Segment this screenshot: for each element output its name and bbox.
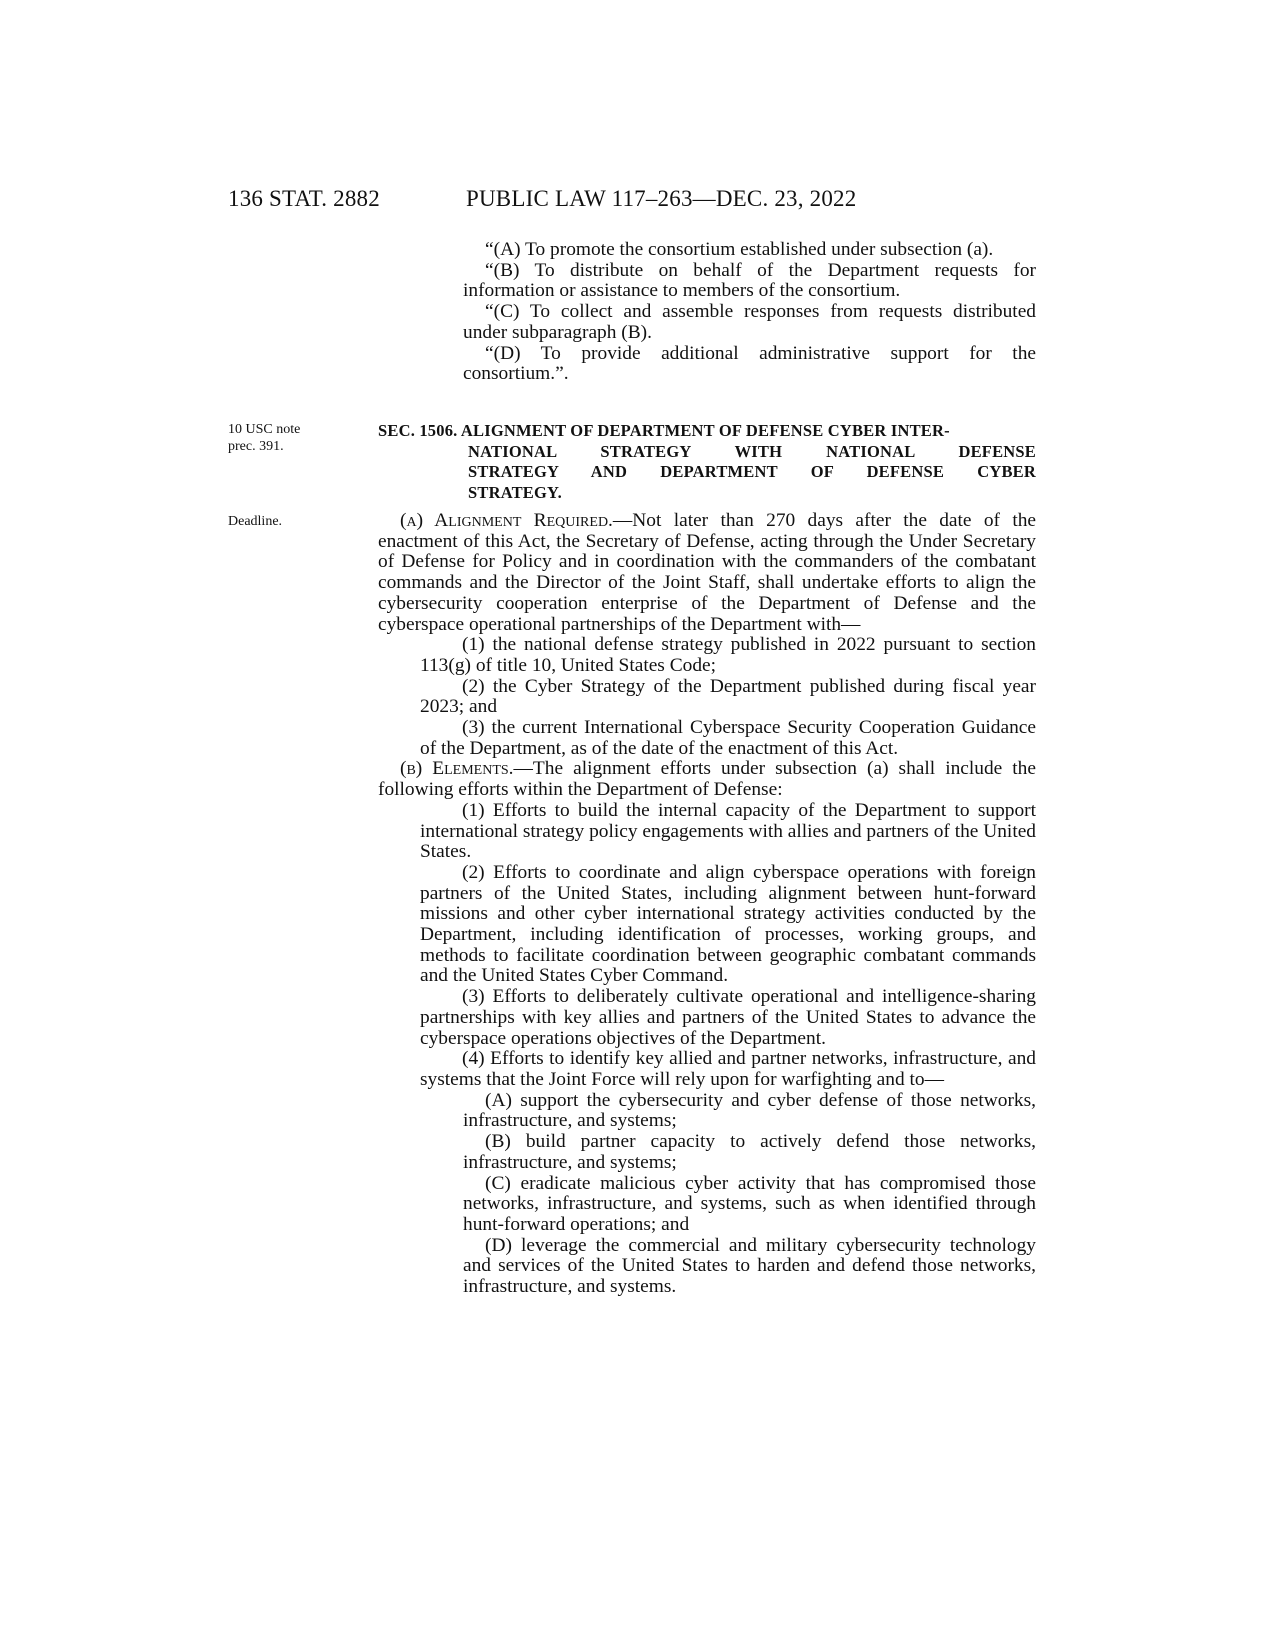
page-header-title: PUBLIC LAW 117–263—DEC. 23, 2022 xyxy=(466,186,857,211)
paragraph-b: “(B) To distribute on behalf of the Department requests for information or assistance to members of the consortium. xyxy=(463,259,1036,302)
subsection-b-text: —The alignment efforts under subsection (a) shall include the following efforts within the Department of Defense: xyxy=(378,758,1036,801)
margin-note-deadline: Deadline. xyxy=(228,514,283,529)
subsection-b-subitem-a: (A) support the cybersecurity and cyber defense of those networks, infrastructure, and systems; xyxy=(463,1089,1036,1132)
subsection-b-item-4: (4) Efforts to identify key allied and partner networks, infrastructure, and systems that the Joint Force will rely upon for warfighting and to— xyxy=(420,1048,1036,1090)
paragraph-a: “(A) To promote the consortium established under subsection (a). xyxy=(485,239,994,260)
section-heading-line-3: STRATEGY AND DEPARTMENT OF DEFENSE CYBER xyxy=(468,462,1036,482)
subsection-a-item-1: (1) the national defense strategy published in 2022 pursuant to section 113(g) of title 10, United States Code; xyxy=(420,634,1036,676)
subsection-a-heading: (a) Alignment Required. xyxy=(400,510,613,531)
section-heading-line-4: STRATEGY. xyxy=(468,483,562,503)
page-reference: 136 STAT. 2882 xyxy=(228,186,380,211)
section-body xyxy=(378,511,1036,1298)
paragraph-c: “(C) To collect and assemble responses from requests distributed under subparagraph (B). xyxy=(463,301,1036,343)
subsection-b xyxy=(378,759,1036,800)
section-heading-continuation xyxy=(378,442,1036,504)
subsection-b-item-2: (2) Efforts to coordinate and align cyberspace operations with foreign partners of the United States, including alignment between hunt-forward missions and other cyber international strategy activities conducted by the Department, including identification of processes, working groups, and methods to facilitate coordination between geographic combatant commands and the United States Cyber Command. xyxy=(420,861,1036,987)
subsection-a-text: —Not later than 270 days after the date of the enactment of this Act, the Secretary of Defense, acting through the Under Secretary of Defense for Policy and in coordination with the commanders of the combatant commands and the Director of the Joint Staff, shall undertake efforts to align the cybersecurity cooperation enterprise of the Department of Defense and the cyberspace operational partnerships of the Department with— xyxy=(378,510,1037,635)
subsection-a-item-3: (3) the current International Cyberspace Security Cooperation Guidance of the Department, as of the date of the enactment of this Act. xyxy=(420,717,1036,759)
section-heading xyxy=(378,421,1036,504)
subsection-a-item-2: (2) the Cyber Strategy of the Department published during fiscal year 2023; and xyxy=(420,675,1036,718)
paragraph-d: “(D) To provide additional administrative support for the consortium.”. xyxy=(463,342,1036,385)
subsection-b-heading: (b) Elements. xyxy=(400,758,514,780)
section-heading-line-2: NATIONAL STRATEGY WITH NATIONAL DEFENSE xyxy=(468,441,1036,461)
subsection-b-item-1: (1) Efforts to build the internal capacity of the Department to support international strategy policy engagements with allies and partners of the United States. xyxy=(420,799,1037,863)
subsection-b-subitem-c: (C) eradicate malicious cyber activity that has compromised those networks, infrastructure, and systems, such as when identified through hunt-forward operations; and xyxy=(463,1172,1036,1235)
subsection-b-item-3: (3) Efforts to deliberately cultivate operational and intelligence-sharing partnerships with key allies and partners of the United States to advance the cyberspace operations objectives of the Department. xyxy=(420,986,1036,1049)
subsection-a xyxy=(378,511,1036,635)
section-heading-line-1: SEC. 1506. ALIGNMENT OF DEPARTMENT OF DEFENSE CYBER INTER- xyxy=(378,421,950,440)
subsection-b-subitem-b: (B) build partner capacity to actively defend those networks, infrastructure, and systems; xyxy=(463,1131,1036,1173)
top-paragraphs xyxy=(378,240,1036,385)
margin-note-usc: 10 USC note prec. 391. xyxy=(228,422,301,454)
subsection-b-subitem-d: (D) leverage the commercial and military cybersecurity technology and services of the United States to harden and defend those networks, infrastructure, and systems. xyxy=(463,1234,1036,1298)
